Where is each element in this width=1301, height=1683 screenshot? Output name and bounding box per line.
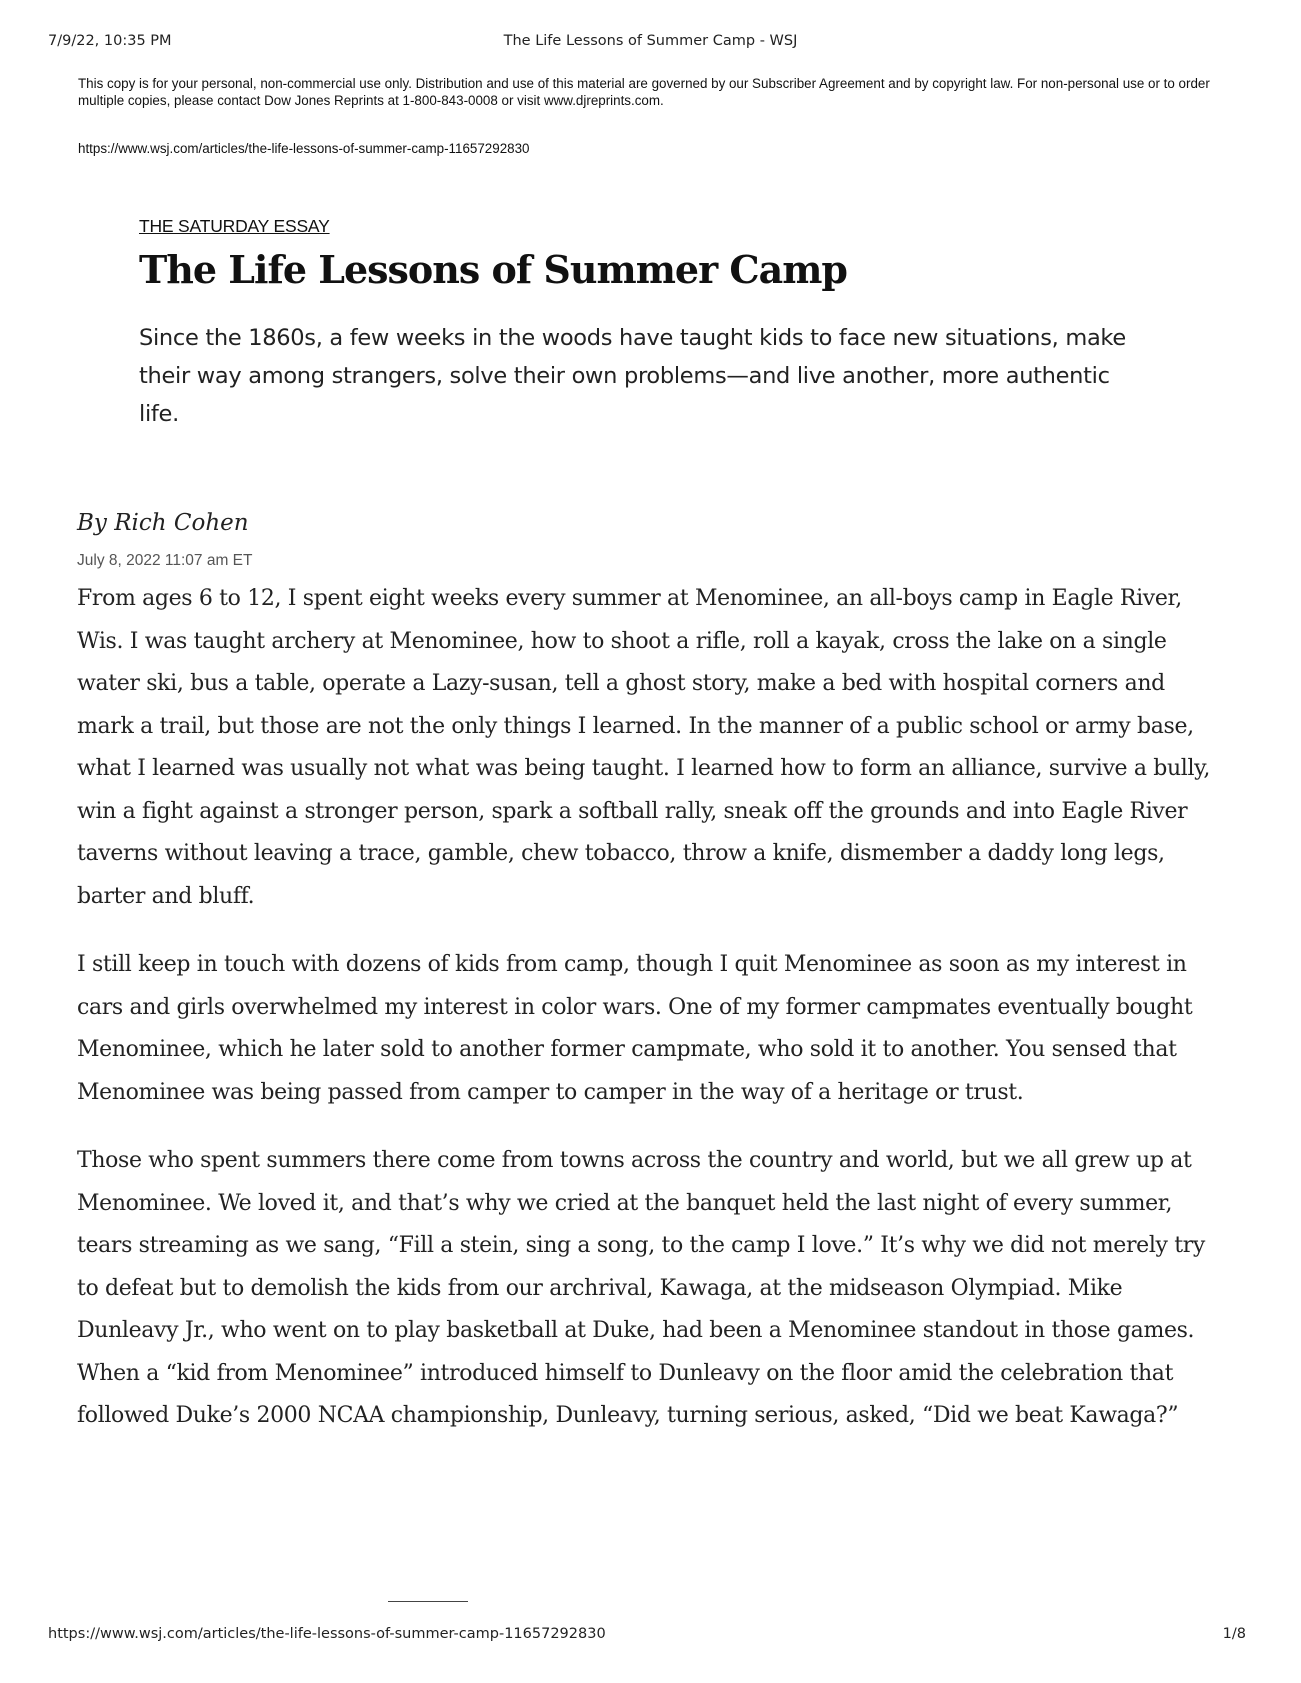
paragraph: I still keep in touch with dozens of kids from camp, though I quit Menominee as soon as my interest in cars and girls overwhelmed my interest in color wars. One of my former campmates eventually bought Menominee, which he later sold to another former campmate, who sold it to another. You sensed that Menominee was being passed from camper to camper in the way of a heritage or trust.	[77, 952, 1193, 1105]
print-date: 7/9/22, 10:35 PM	[48, 33, 172, 49]
byline[interactable]: By Rich Cohen	[77, 510, 249, 536]
footer-url: https://www.wsj.com/articles/the-life-lessons-of-summer-camp-11657292830	[48, 1626, 606, 1642]
print-page-title: The Life Lessons of Summer Camp - WSJ	[503, 33, 798, 49]
print-header	[48, 33, 1253, 53]
publish-date: July 8, 2022 11:07 am ET	[77, 552, 253, 569]
page-number: 1/8	[1222, 1626, 1246, 1642]
dek-subheadline: Since the 1860s, a few weeks in the woods have taught kids to face new situations, make their way among strangers, solve their own problems—and live another, more authentic life.	[139, 325, 1126, 427]
article-url[interactable]: https://www.wsj.com/articles/the-life-lessons-of-summer-camp-11657292830	[78, 141, 530, 156]
paragraph: Those who spent summers there come from towns across the country and world, but we all grew up at Menominee. We loved it, and that’s why we cried at the banquet held the last night of every summer, tears streaming as we sang, “Fill a stein, sing a song, to the camp I love.” It’s why we did not merely try to defeat but to demolish the kids from our archrival, Kawaga, at the midseason Olympiad. Mike Dunleavy Jr., who went on to play basketball at Duke, had been a Menominee standout in those games. When a “kid from Menominee” introduced himself to Dunleavy on the floor amid the celebration that followed Duke’s 2000 NCAA championship, Dunleavy, turning serious, asked, “Did we beat Kawaga?”	[77, 1148, 1205, 1428]
headline: The Life Lessons of Summer Camp	[139, 247, 847, 292]
paragraph: From ages 6 to 12, I spent eight weeks every summer at Menominee, an all-boys camp in Eagle River, Wis. I was taught archery at Menominee, how to shoot a rifle, roll a kayak, cross the lake on a single water ski, bus a table, operate a Lazy-susan, tell a ghost story, make a bed with hospital corners and mark a trail, but those are not the only things I learned. In the manner of a public school or army base, what I learned was usually not what was being taught. I learned how to form an alliance, survive a bully, win a fight against a stronger person, spark a softball rally, sneak off the grounds and into Eagle River taverns without leaving a trace, gamble, chew tobacco, throw a knife, dismember a daddy long legs, barter and bluff.	[77, 586, 1210, 909]
divider	[388, 1601, 468, 1602]
copyright-notice: This copy is for your personal, non-commercial use only. Distribution and use of this material are governed by our Subscriber Agreement and by copyright law. For non-personal use or to order multiple copies, please contact Dow Jones Reprints at 1-800-843-0008 or visit www.djreprints.com.	[78, 76, 1210, 108]
section-label[interactable]: THE SATURDAY ESSAY	[139, 216, 330, 236]
article-body	[77, 578, 1227, 1464]
